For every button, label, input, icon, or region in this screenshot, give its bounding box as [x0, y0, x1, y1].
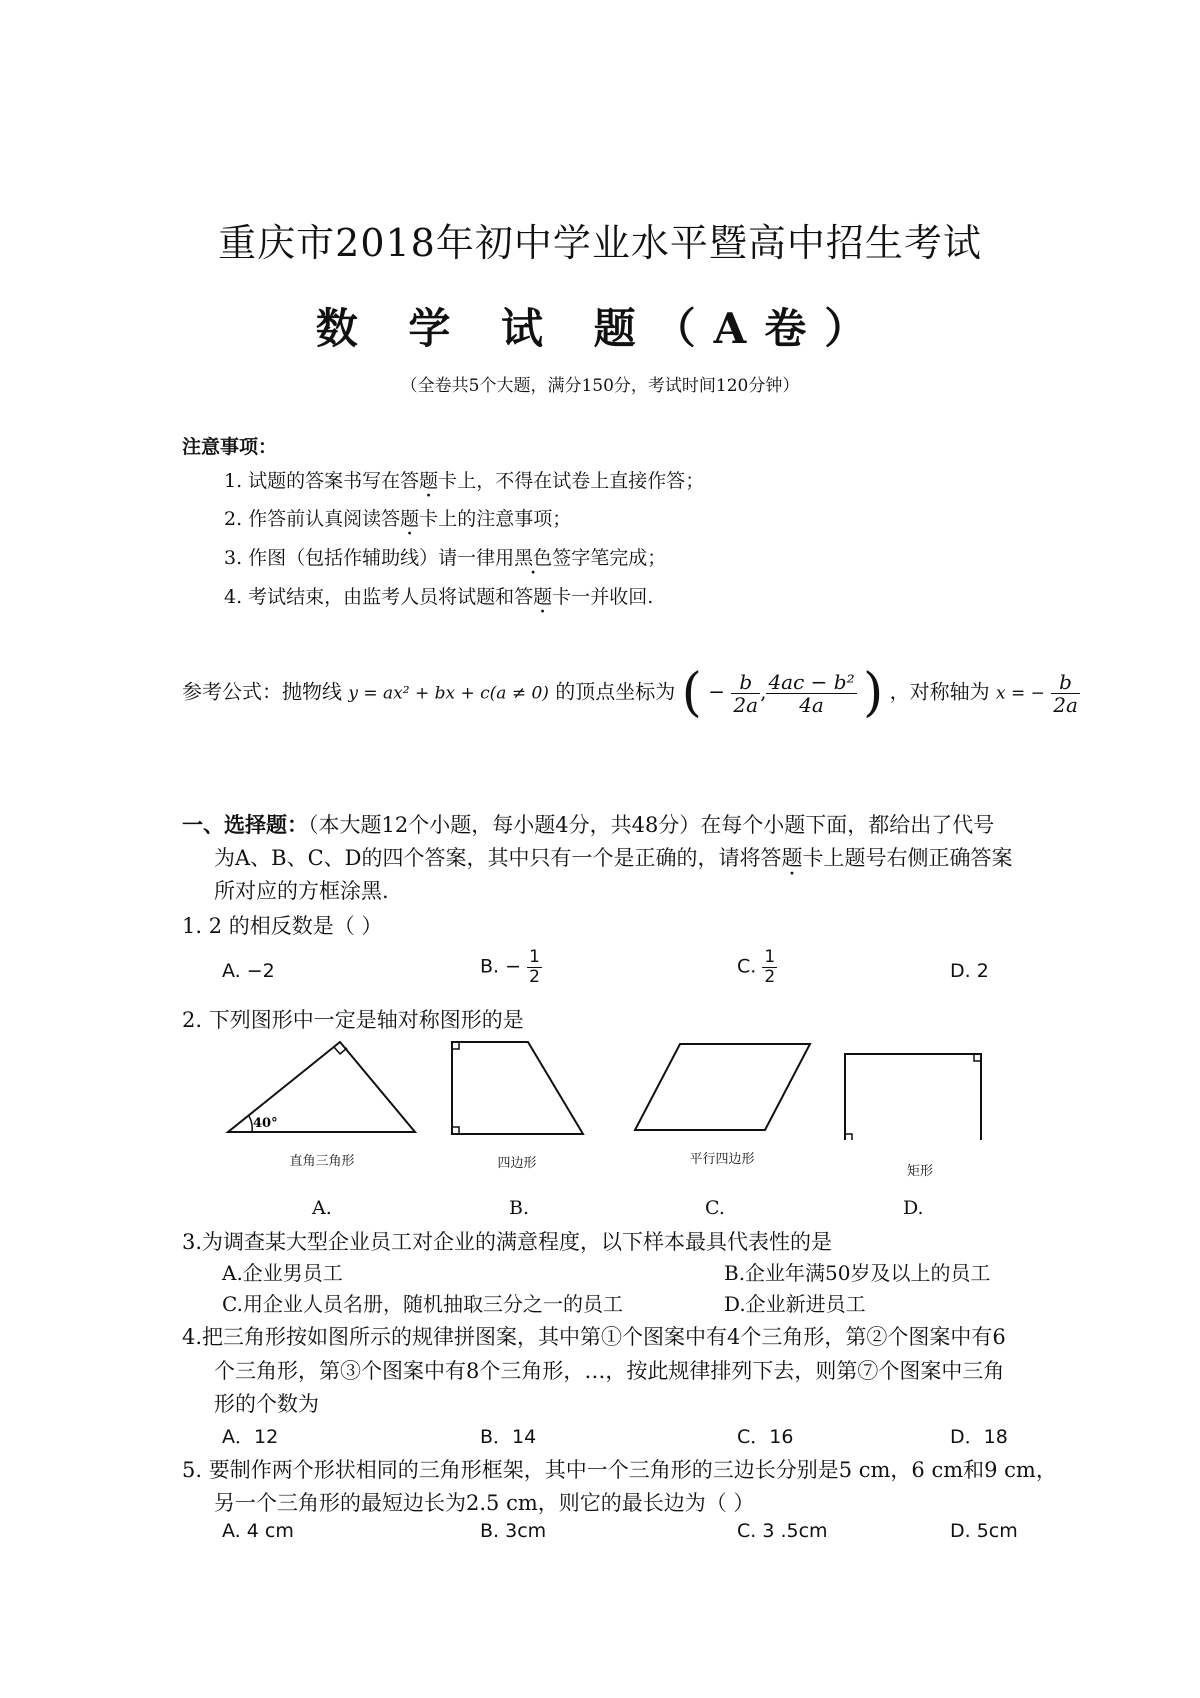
note-text: 一并收回.	[571, 586, 654, 608]
note-text: 2. 作答前认真阅读	[224, 508, 382, 530]
q3-option-c: C.用企业人员名册，随机抽取三分之一的员工	[222, 1292, 623, 1316]
fraction-numerator: b	[731, 671, 760, 694]
quadrilateral-figure	[452, 1042, 583, 1134]
intro-line-2	[182, 842, 1032, 875]
fraction-numerator: 1	[764, 947, 776, 967]
fig-label-b: 四边形	[497, 1156, 537, 1171]
axis-text: ，对称轴为	[889, 679, 990, 704]
notes-heading: 注意事项：	[182, 436, 278, 458]
q4-stem-line-3: 形的个数为	[214, 1392, 319, 1416]
intro-text: 上题号右侧正确答案	[823, 846, 1013, 870]
vertex-x-fraction	[731, 671, 760, 716]
q3-option-d: D.企业新进员工	[724, 1292, 866, 1316]
fig-letter-a: A.	[312, 1197, 332, 1219]
intro-text: 为A、B、C、D的四个答案，其中只有一个是正确的，请将	[214, 846, 761, 870]
intro-line-3: 所对应的方框涂黑.	[214, 879, 389, 903]
fig-label-d: 矩形	[906, 1164, 933, 1179]
q3-stem: 3.为调查某大型企业员工对企业的满意程度，以下样本最具代表性的是	[182, 1230, 833, 1254]
right-paren: )	[862, 663, 884, 723]
q1-option-c	[737, 948, 777, 986]
note-text: 3. 作图（包括作辅助线）请一律用	[224, 547, 515, 569]
note-text: 上，不得在试卷上直接作答；	[457, 470, 705, 492]
intro-text: （本大题12个小题，每小题4分，共48分）在每个小题下面，都给出了代号	[308, 813, 995, 837]
section-1-intro	[182, 808, 1032, 908]
q1-option-b	[480, 948, 542, 986]
fraction-numerator: b	[1051, 671, 1080, 694]
q1-stem: 1. 2 的相反数是（ ）	[182, 914, 383, 938]
q5-stem-line-2: 另一个三角形的最短边长为2.5 cm，则它的最长边为（ ）	[214, 1491, 755, 1515]
note-emphasis: 答题卡	[400, 470, 458, 492]
reference-formula	[182, 663, 1080, 723]
fraction-numerator: 1	[529, 947, 540, 967]
section-heading: 一、选择题：	[182, 812, 308, 837]
q2-figures	[0, 1030, 1200, 1140]
fig-letter-c: C.	[705, 1197, 725, 1219]
q4-stem-line-1: 4.把三角形按如图所示的规律拼图案，其中第①个图案中有4个三角形，第②个图案中有6	[182, 1325, 1006, 1349]
axis-fraction	[1051, 671, 1080, 716]
fig-label-c: 平行四边形	[689, 1152, 755, 1167]
q5-option-c: C. 3 .5cm	[737, 1520, 828, 1542]
vertex-y-fraction	[766, 671, 856, 716]
q4-option-a: A．12	[222, 1426, 279, 1448]
intro-line-1	[182, 808, 1032, 842]
fig-letter-d: D.	[903, 1197, 924, 1219]
option-prefix: B. −	[480, 955, 522, 978]
q4-stem-line-2: 个三角形，第③个图案中有8个三角形，…，按此规律排列下去，则第⑦个图案中三角	[214, 1359, 1005, 1383]
note-text: 1. 试题的答案书写在	[224, 470, 401, 492]
option-fraction	[762, 948, 777, 986]
angle-label: 40°	[253, 1116, 278, 1131]
q1-option-a: A. −2	[222, 960, 275, 982]
vertex-x-sign: −	[708, 679, 726, 704]
note-item-2	[224, 504, 571, 531]
note-emphasis: 答题卡	[381, 508, 439, 530]
left-paren: (	[681, 663, 702, 723]
q5-stem-line-1: 5. 要制作两个形状相同的三角形框架，其中一个三角形的三边长分别是5 cm，6 cm和9 cm，	[182, 1458, 1057, 1482]
q4-option-c: C．16	[737, 1426, 794, 1448]
note-item-1	[224, 466, 704, 493]
q3-option-a: A.企业男员工	[222, 1261, 343, 1285]
note-emphasis: 答题卡	[514, 586, 572, 608]
paper-title: 数 学 试 题（A卷）	[315, 304, 885, 353]
q1-option-d: D. 2	[950, 960, 989, 982]
fraction-numerator: 4ac − b²	[768, 669, 855, 694]
q4-option-d: D．18	[950, 1426, 1008, 1448]
note-text: 上的注意事项；	[438, 508, 572, 530]
option-fraction	[527, 948, 542, 986]
q4-option-b: B．14	[480, 1426, 537, 1448]
exam-title: 重庆市2018年初中学业水平暨高中招生考试	[218, 221, 982, 265]
rectangle-figure	[845, 1054, 981, 1140]
parallelogram-figure	[635, 1044, 810, 1130]
fraction-denominator: 4a	[799, 692, 824, 717]
q2-stem: 2. 下列图形中一定是轴对称图形的是	[182, 1008, 524, 1032]
q5-option-d: D. 5cm	[950, 1520, 1018, 1542]
q5-option-a: A. 4 cm	[222, 1520, 294, 1542]
vertex-comma: ,	[760, 679, 767, 704]
note-text: 4. 考试结束，由监考人员将试题和	[224, 586, 515, 608]
q3-option-b: B.企业年满50岁及以上的员工	[724, 1261, 991, 1285]
formula-prefix: 参考公式：抛物线	[182, 679, 342, 704]
note-emphasis: 黑色	[514, 547, 553, 569]
fraction-denominator: 2a	[1053, 692, 1078, 717]
fig-letter-b: B.	[509, 1197, 530, 1219]
fraction-denominator: 2	[529, 966, 540, 987]
exam-subtitle: （全卷共5个大题，满分150分，考试时间120分钟）	[400, 376, 800, 396]
option-prefix: C.	[737, 955, 757, 978]
note-item-4	[224, 582, 653, 609]
formula-middle: 的顶点坐标为	[555, 679, 676, 704]
intro-emphasis: 答题卡	[760, 846, 824, 870]
note-text: 签字笔完成；	[552, 547, 667, 569]
fraction-denominator: 2	[764, 966, 776, 987]
parabola-equation: y = ax² + bx + c(a ≠ 0)	[348, 683, 549, 704]
fig-label-a: 直角三角形	[289, 1154, 355, 1169]
axis-lhs: x = −	[995, 683, 1045, 704]
q5-option-b: B. 3cm	[480, 1520, 547, 1542]
fraction-denominator: 2a	[733, 692, 759, 717]
note-item-3	[224, 543, 666, 570]
